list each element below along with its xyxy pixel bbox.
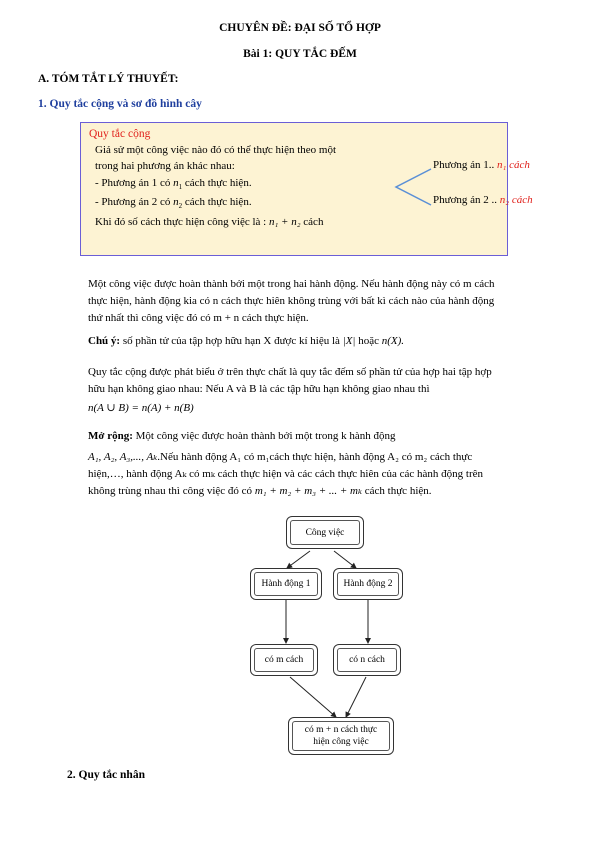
diagram-root-node [286,516,364,549]
branch-1-label: Phương án 1.. [433,159,498,171]
branch-2-label: Phương án 2 .. [433,194,500,206]
arrow-root-to-action2 [334,551,356,568]
option-1-prefix: - Phương án 1 có [95,177,174,189]
extension-actions-formula: A₁, A₂, A₃,..., Aₖ [88,451,158,463]
diagram-result-line-1: có m + n cách thực [304,725,378,735]
option-1-suffix: cách thực hiện. [182,177,252,189]
branch-2 [433,194,533,206]
extension-line-4-suffix: cách thực hiện. [362,485,432,497]
option-2-sub: 2 [178,202,183,211]
diagram-action1-node [250,568,322,600]
diagram-action2-label: Hành động 2 [337,572,399,596]
extension-label: Mở rộng: [88,430,133,442]
paragraph-1 [88,276,528,327]
diagram-ways1-node [250,644,318,676]
diagram-ways1-label: có m cách [254,648,314,672]
extension-line-3: hiện,…, hành động Aₖ có mₖ cách thực hiện và các cách thực hiên của các hành động trên [88,468,484,480]
rule-option-2 [95,196,252,210]
note-text: số phần tử của tập hợp hữu hạn X được kí hiệu là [120,335,343,347]
diagram-action1-label: Hành động 1 [254,572,318,596]
rule-line-1: Giả sử một công việc nào đó có thể thực hiện theo một [95,144,337,156]
diagram-root-label: Công việc [290,520,360,545]
paragraph-1-line-1: Một công việc được hoàn thành bởi một trong hai hành động. Nếu hành động này có m cách [88,278,495,290]
note-abs-x: |X| [342,335,356,347]
paragraph-1-line-2: thực hiện, hành động kia có n cách thực hiên không trùng với bất kì cách nào của hành động [88,295,495,307]
option-2-prefix: - Phương án 2 có [95,196,174,208]
lesson-title: Bài 1: QUY TẮC ĐẾM [243,48,357,60]
arrow-ways1-to-result [290,677,336,717]
option-2-suffix: cách thực hiện. [182,196,252,208]
branch-2-value: n₂ cách [499,194,533,206]
note-label: Chú ý: [88,335,121,347]
rule-option-1 [95,177,252,191]
section-2-heading: 2. Quy tắc nhân [67,769,145,781]
total-suffix: cách [300,216,324,228]
document-title: CHUYÊN ĐỀ: ĐẠI SỐ TỔ HỢP [219,22,381,34]
branch-1-value: n₁ cách [497,159,530,171]
note-or: hoặc [355,335,382,347]
rule-heading: Quy tắc cộng [89,128,151,140]
paragraph-2-line-2: hữu hạn không giao nhau: Nếu A và B là các tập hữu hạn không giao nhau thì [88,383,430,395]
diagram-ways2-label: có n cách [337,648,397,672]
paragraph-2-line-1: Quy tắc cộng được phát biểu ở trên thực chất là quy tắc đếm số phần tử của hợp hai tập hợp [88,366,492,378]
total-formula: n₁ + n₂ [268,216,301,228]
diagram-result-box [292,721,390,751]
option-2-var: n [173,196,179,208]
option-1-sub: 1 [178,183,183,192]
arrow-root-to-action1 [287,551,310,568]
note-paragraph [88,333,528,350]
extension-text: Một công việc được hoàn thành bởi một trong k hành động [132,430,396,442]
union-formula: n(A ∪ B) = n(A) + n(B) [88,402,194,414]
extension-line-4-prefix: không trùng nhau thì công việc đó có [88,485,255,497]
branch-lines [393,165,433,209]
extension-line-2: .Nếu hành động A₁ có m₁cách thực hiện, hành động A₂ có m₂ cách thực [157,451,473,463]
rule-total [95,216,323,228]
rule-line-2: trong hai phương án khác nhau: [95,160,235,172]
paragraph-1-line-3: thứ nhất thì công việc đó có m + n cách thực hiện. [88,312,309,324]
diagram-action2-node [333,568,403,600]
total-prefix: Khi đó số cách thực hiện công việc là : [95,216,269,228]
diagram-result-line-2: hiện công việc [313,737,369,747]
option-1-var: n [173,177,179,189]
note-n-x: n(X). [381,335,405,347]
arrow-ways2-to-result [346,677,366,717]
branch-1 [433,159,530,171]
extension-sum-formula: m₁ + m₂ + m₃ + ... + mₖ [254,485,363,497]
paragraph-2 [88,364,528,417]
branch-chevron-icon [396,169,431,205]
section-1-heading: 1. Quy tắc cộng và sơ đồ hình cây [38,98,202,110]
diagram-result-node [288,717,394,755]
section-a-heading: A. TÓM TẮT LÝ THUYẾT: [38,73,179,85]
extension-paragraph [88,428,528,500]
addition-rule-box [80,122,533,256]
diagram-ways2-node [333,644,401,676]
